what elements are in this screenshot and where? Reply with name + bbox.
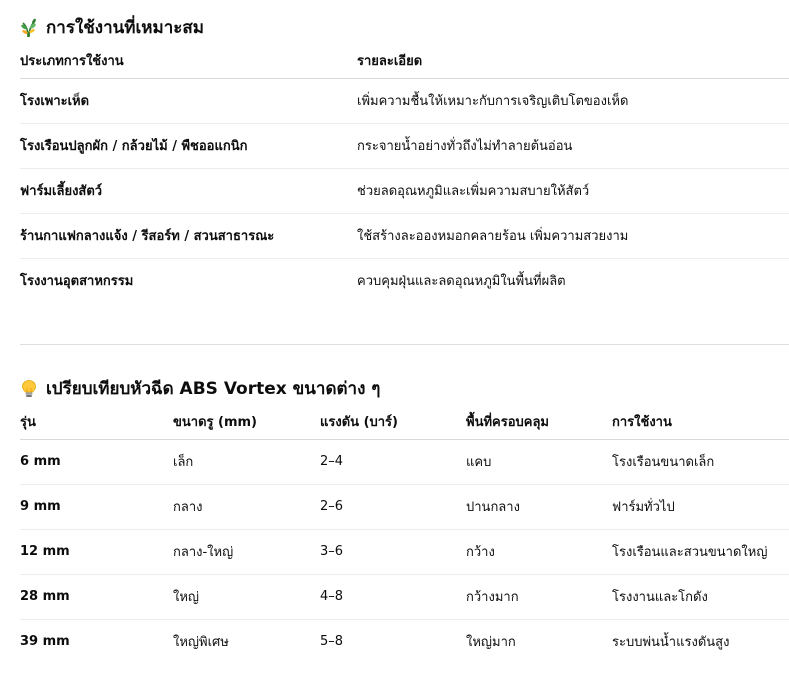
table-cell: ช่วยลดอุณหภูมิและเพิ่มความสบายให้สัตว์	[357, 168, 789, 213]
table-cell: ใหญ่พิเศษ	[173, 635, 229, 651]
column-header: แรงดัน (บาร์)	[320, 405, 466, 439]
table-header-row	[20, 405, 789, 439]
table-cell: กระจายน้ำอย่างทั่วถึงไม่ทำลายต้นอ่อน	[357, 123, 789, 168]
table-cell: ปานกลาง	[466, 484, 612, 529]
table-cell: ใหญ่	[173, 574, 320, 619]
table-cell: กว้าง	[466, 529, 612, 574]
table-cell: แคบ	[466, 439, 612, 484]
table-cell: 39 mm	[20, 634, 70, 650]
table-cell: โรงงานอุตสาหกรรม	[20, 274, 134, 290]
table-cell: โรงเพาะเห็ด	[20, 78, 357, 123]
table-cell: 3–6	[320, 529, 466, 574]
table-cell: 2–6	[320, 484, 466, 529]
herb-icon	[20, 18, 38, 38]
table-cell: 12 mm	[20, 529, 173, 574]
column-header: ขนาดรู (mm)	[173, 405, 320, 439]
table-row	[20, 439, 789, 484]
table-cell: โรงงานและโกดัง	[612, 574, 789, 619]
section-divider	[20, 344, 789, 345]
table-cell: เล็ก	[173, 439, 320, 484]
table-cell: 5–8	[320, 634, 344, 650]
table-cell: 2–4	[320, 439, 466, 484]
table-row	[20, 258, 789, 303]
table-cell: 9 mm	[20, 484, 173, 529]
section-title-comparison	[20, 375, 380, 402]
column-header: การใช้งาน	[612, 405, 789, 439]
table-cell: กลาง-ใหญ่	[173, 529, 320, 574]
table-cell: โรงเรือนขนาดเล็ก	[612, 439, 789, 484]
table-cell: ฟาร์มทั่วไป	[612, 484, 789, 529]
section-title-usage	[20, 14, 204, 41]
table-row	[20, 529, 789, 574]
table-cell: 4–8	[320, 574, 466, 619]
table-row	[20, 619, 789, 664]
table-cell: กว้างมาก	[466, 574, 612, 619]
table-cell: ฟาร์มเลี้ยงสัตว์	[20, 168, 357, 213]
table-row	[20, 484, 789, 529]
table-header-row	[20, 44, 789, 78]
section-title-text: การใช้งานที่เหมาะสม	[46, 18, 204, 38]
table-cell: ใหญ่มาก	[466, 635, 516, 651]
column-header: พื้นที่ครอบคลุม	[466, 405, 612, 439]
table-cell: โรงเรือนปลูกผัก / กล้วยไม้ / พืชออแกนิก	[20, 123, 357, 168]
usage-table	[20, 44, 789, 303]
section-title-text: เปรียบเทียบหัวฉีด ABS Vortex ขนาดต่าง ๆ	[46, 379, 381, 399]
column-header: รายละเอียด	[357, 44, 789, 78]
table-row	[20, 123, 789, 168]
column-header: รุ่น	[20, 405, 173, 439]
table-row	[20, 168, 789, 213]
nozzle-comparison-table	[20, 405, 789, 664]
table-row	[20, 574, 789, 619]
lightbulb-icon	[20, 379, 38, 399]
table-cell: ควบคุมฝุ่นและลดอุณหภูมิในพื้นที่ผลิต	[357, 274, 566, 290]
table-cell: ใช้สร้างละอองหมอกคลายร้อน เพิ่มความสวยงาม	[357, 213, 789, 258]
table-cell: ร้านกาแฟกลางแจ้ง / รีสอร์ท / สวนสาธารณะ	[20, 213, 357, 258]
table-cell: 6 mm	[20, 439, 173, 484]
table-row	[20, 213, 789, 258]
table-row	[20, 78, 789, 123]
table-cell: โรงเรือนและสวนขนาดใหญ่	[612, 529, 789, 574]
table-cell: เพิ่มความชื้นให้เหมาะกับการเจริญเติบโตของเห็ด	[357, 78, 789, 123]
table-cell: ระบบพ่นน้ำแรงดันสูง	[612, 635, 730, 651]
column-header: ประเภทการใช้งาน	[20, 44, 357, 78]
table-cell: 28 mm	[20, 574, 173, 619]
table-cell: กลาง	[173, 484, 320, 529]
